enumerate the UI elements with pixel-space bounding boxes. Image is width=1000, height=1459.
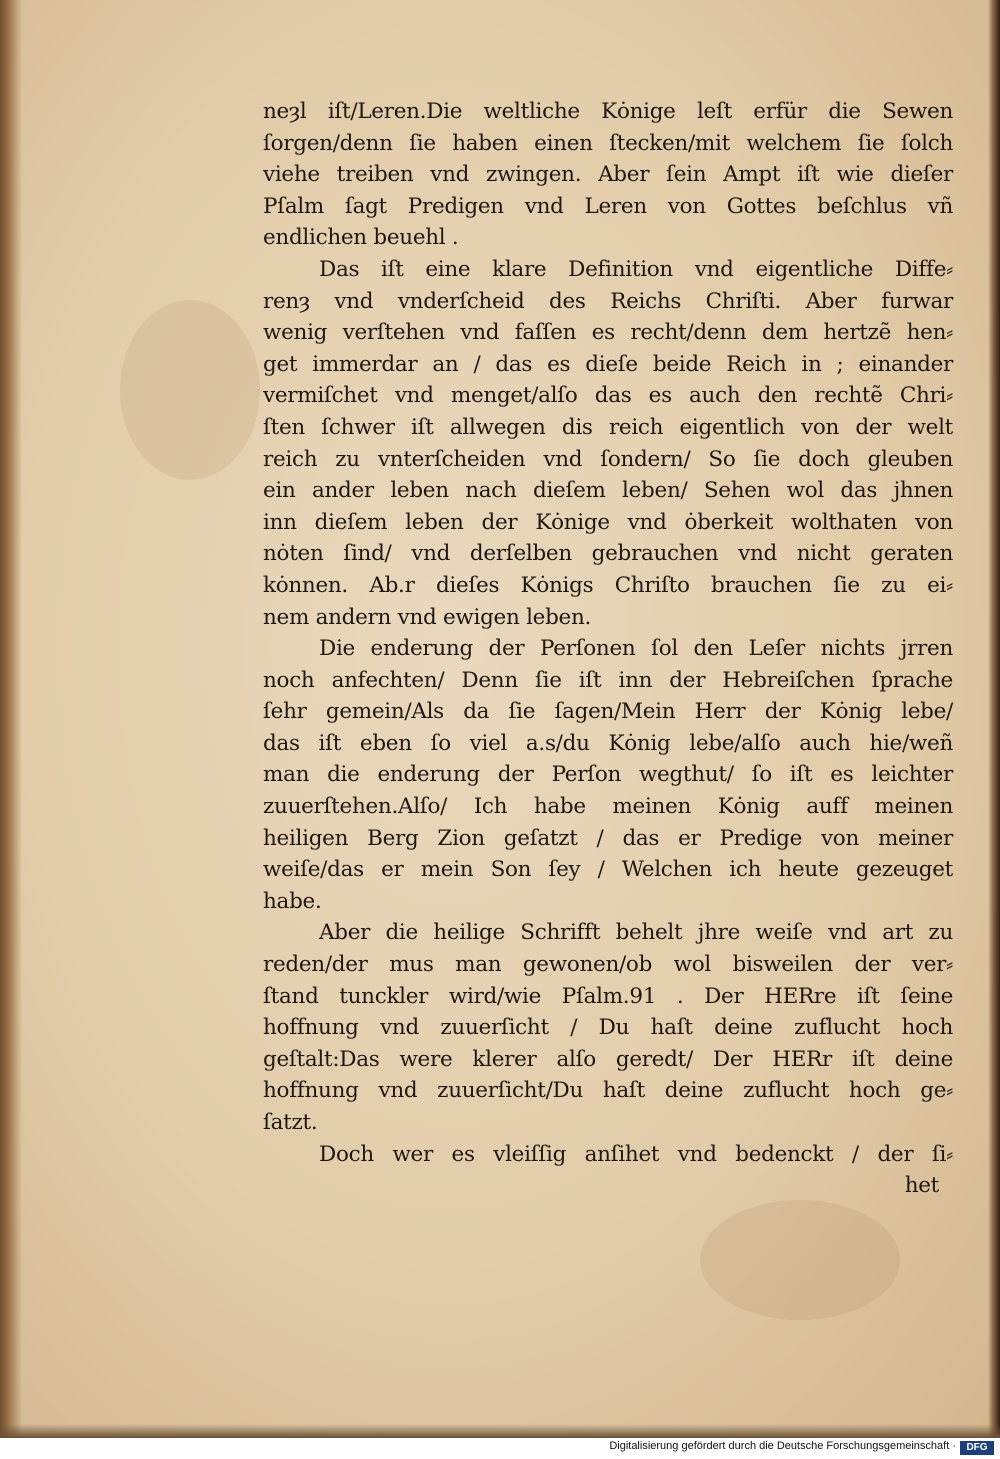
page-edge [988, 0, 1000, 1438]
text-line: Die enderung der Perſonen ſol den Leſer nichts jrren [319, 636, 953, 662]
text-line: geſtalt:Das were klerer alſo geredt/ Der HERr iſt deine [263, 1046, 953, 1072]
text-line: ſatzt. [263, 1110, 318, 1135]
text-line: reich zu vnterſcheiden vnd ſondern/ So ſie doch gleuben [263, 446, 953, 472]
text-line: inn dieſem leben der Kȯnige vnd ȯberkeit wolthaten von [263, 509, 953, 535]
page-edge-bottom [0, 1424, 1000, 1438]
text-line: Das iſt eine klare Definition vnd eigentliche Diffe⸗ [319, 256, 953, 282]
paper-stain [700, 1200, 900, 1320]
text-line: Doch wer es vleiſſig anſihet vnd bedenckt / der ſi⸗ [319, 1141, 953, 1167]
text-line: zuuerſtehen.Alſo/ Ich habe meinen Kȯnig auff meinen [263, 794, 953, 820]
text-line: renȝ vnd vnderſcheid des Reichs Chriſti. Aber furwar [263, 288, 953, 314]
text-line: das iſt eben ſo viel a.s/du Kȯnig lebe/alſo auch hie/weñ [263, 730, 953, 756]
text-line: kȯnnen. Ab.r dieſes Kȯnigs Chriſto brauchen ſie zu ei⸗ [263, 572, 953, 598]
text-line: endlichen beuehl . [263, 225, 459, 251]
text-line: nem andern vnd ewigen leben. [263, 604, 592, 630]
body-text [263, 96, 953, 1202]
paper-stain [120, 300, 260, 480]
text-line: ein ander leben nach dieſem leben/ Sehen wol das jhnen [263, 478, 953, 504]
text-line: ſtand tunckler wird/wie Pſalm.91 . Der HERre iſt ſeine [263, 983, 953, 1009]
text-line: man die enderung der Perſon wegthut/ ſo iſt es leichter [263, 762, 953, 788]
text-line: nȯten ſind/ vnd derſelben gebrauchen vnd nicht geraten [263, 541, 953, 567]
text-line: neȝl iſt/Leren.Die weltliche Kȯnige leſt erfür die Sewen [263, 99, 953, 124]
text-line: wenig verſtehen vnd faſſen es recht/denn dem hertzẽ hen⸗ [263, 320, 953, 346]
footer-bar [0, 1438, 1000, 1459]
text-line: reden/der mus man gewonen/ob wol bisweilen der ver⸗ [263, 952, 953, 978]
text-line: Pſalm ſagt Predigen vnd Leren von Gottes beſchlus vñ [263, 193, 953, 219]
text-line: get immerdar an / das es dieſe beide Reich in ; einander [263, 351, 953, 377]
text-line: noch anfechten/ Denn ſie iſt inn der Hebreiſchen ſprache [263, 667, 953, 693]
dfg-logo: DFG [960, 1441, 994, 1455]
text-line: ſorgen/denn ſie haben einen ſtecken/mit welchem ſie ſolch [263, 130, 953, 156]
text-line: ſten ſchwer iſt allwegen dis reich eigentlich von der welt [263, 414, 953, 440]
binding-shadow [0, 0, 22, 1438]
text-line: heiligen Berg Zion geſatzt / das er Predige von meiner [263, 825, 953, 851]
text-line: hoffnung vnd zuuerſicht / Du haſt deine zuflucht hoch [263, 1015, 953, 1041]
text-line: ſehr gemein/Als da ſie ſagen/Mein Herr der Kȯnig lebe/ [263, 699, 953, 725]
text-line: Aber die heilige Schrifft behelt jhre weiſe vnd art zu [319, 920, 953, 946]
funding-credit: Digitalisierung gefördert durch die Deutsche Forschungsgemeinschaft · [609, 1440, 956, 1452]
text-line: vermiſchet vnd menget/alſo das es auch den rechtẽ Chri⸗ [263, 383, 953, 409]
catchword: het [904, 1173, 939, 1199]
text-line: hoffnung vnd zuuerſicht/Du haſt deine zuflucht hoch ge⸗ [263, 1078, 953, 1104]
text-line: weiſe/das er mein Son ſey / Welchen ich heute gezeuget [263, 857, 953, 883]
text-line: habe. [263, 888, 322, 914]
text-line: viehe treiben vnd zwingen. Aber ſein Ampt iſt wie dieſer [263, 162, 953, 188]
